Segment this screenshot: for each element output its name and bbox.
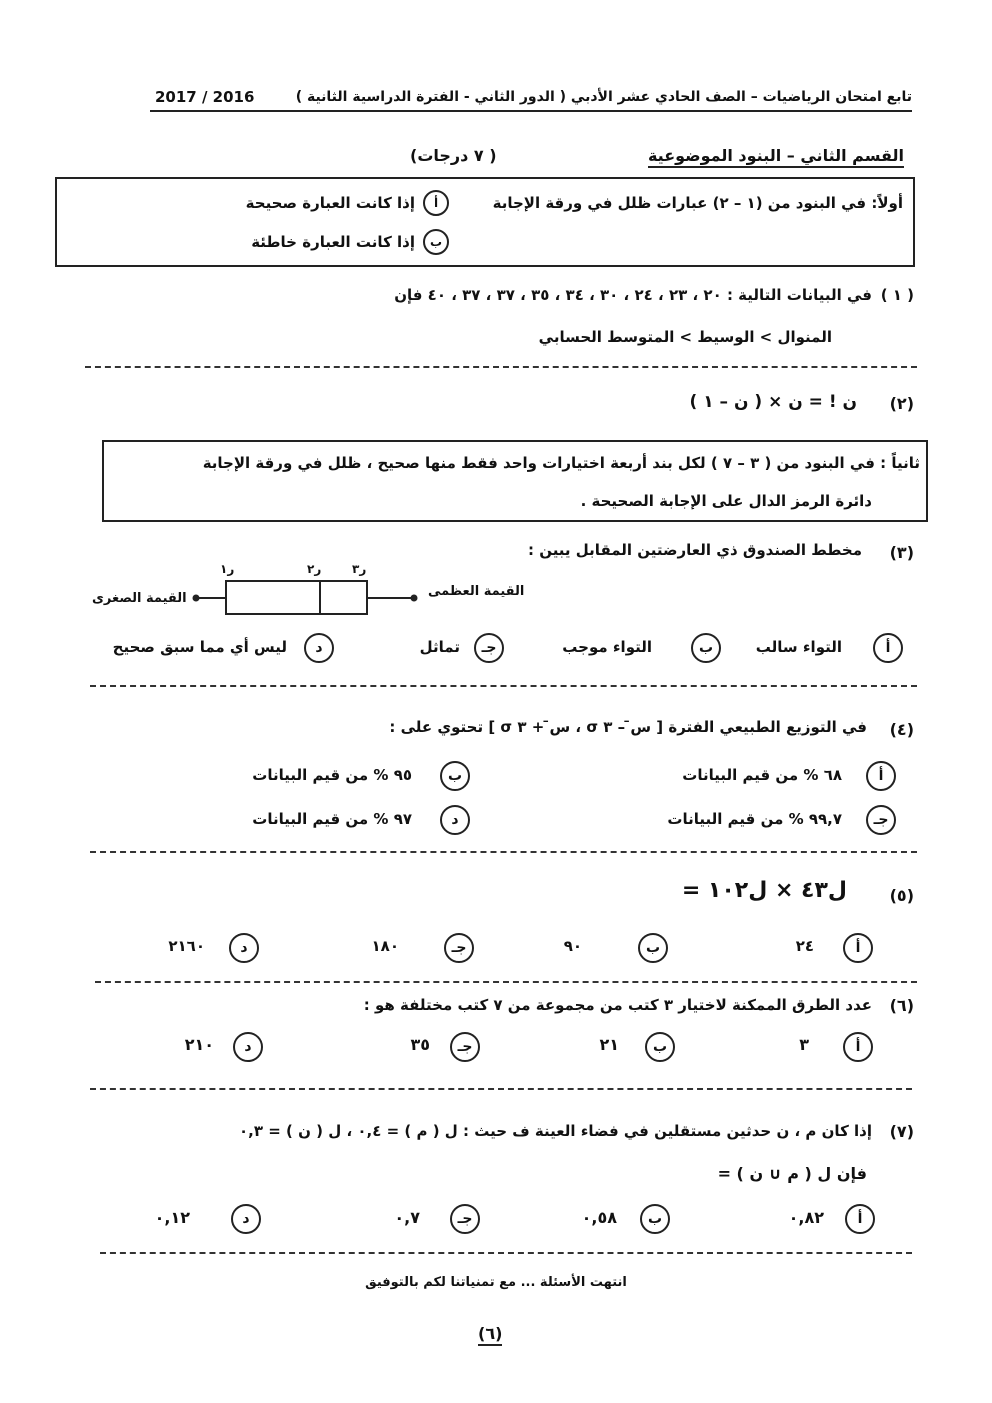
- q3-option-d-text: ليس أي مما سبق صحيح: [112, 638, 287, 656]
- divider: [95, 981, 917, 983]
- q4-option-a-symbol[interactable]: أ: [866, 761, 896, 791]
- q5-option-b-symbol[interactable]: ب: [638, 933, 668, 963]
- q1-statement: المنوال > الوسيط > المتوسط الحسابي: [538, 328, 832, 346]
- q3-option-c-text: تماثل: [419, 638, 460, 656]
- q5-option-a-symbol[interactable]: أ: [843, 933, 873, 963]
- option-a-text: إذا كانت العبارة صحيحة: [245, 194, 415, 212]
- q5-number: (٥): [889, 886, 914, 905]
- q4-option-d-symbol[interactable]: د: [440, 805, 470, 835]
- part2-instruction-line1: ثانياً : في البنود من ( ٣ – ٧ ) لكل بند أربعة اختيارات واحد فقط منها صحيح ، ظلل في ورقة الإجابة: [202, 454, 920, 472]
- exam-header-year: 2017 / 2016: [155, 88, 255, 106]
- q7-option-c-text: ٠,٧: [394, 1208, 420, 1227]
- part1-instruction: أولاً: في البنود من (١ – ٢) عبارات ظلل في ورقة الإجابة: [492, 194, 903, 212]
- section-marks: ( ٧ درجات): [410, 146, 497, 165]
- divider: [85, 366, 917, 368]
- q6-option-d-text: ٢١٠: [184, 1035, 214, 1054]
- q3-label: ر٣: [352, 562, 367, 576]
- q7-option-a-text: ٠,٨٢: [788, 1208, 824, 1227]
- q3-option-b-text: التواء موجب: [562, 638, 652, 656]
- q5-option-d-text: ٢١٦٠: [168, 937, 205, 955]
- q5-option-d-symbol[interactable]: د: [229, 933, 259, 963]
- q1-number: ( ١ ): [880, 286, 914, 304]
- q3-option-a-symbol[interactable]: أ: [873, 633, 903, 663]
- q2-number: (٢): [889, 394, 914, 413]
- option-a-symbol: أ: [423, 190, 449, 216]
- q3-number: (٣): [889, 543, 914, 562]
- part2-instruction-line2: دائرة الرمز الدال على الإجابة الصحيحة .: [580, 492, 872, 510]
- section-title: القسم الثاني – البنود الموضوعية: [648, 148, 904, 168]
- q6-option-a-text: ٣: [799, 1035, 809, 1054]
- q7-line2: فإن ل ( م ∪ ن ) =: [717, 1164, 867, 1183]
- q4-option-c-text: ٩٩,٧ % من قيم البيانات: [667, 810, 842, 828]
- option-b-symbol: ب: [423, 229, 449, 255]
- part2-instruction-box: [102, 440, 928, 522]
- page-number: (٦): [478, 1326, 502, 1346]
- q4-text: في التوزيع الطبيعي الفترة [ س̄ – ٣ σ ، س̄ + ٣ σ ] تحتوي على :: [389, 718, 867, 736]
- q2-expression: ن ! = ن × ( ن – ١ ): [689, 392, 857, 412]
- divider: [100, 1252, 912, 1254]
- q6-option-c-symbol[interactable]: جـ: [450, 1032, 480, 1062]
- q3-text: مخطط الصندوق ذي العارضتين المقابل يبين :: [527, 541, 862, 559]
- q3-option-a-text: التواء سالب: [755, 638, 842, 656]
- q7-option-b-symbol[interactable]: ب: [640, 1204, 670, 1234]
- box-body: [226, 581, 367, 614]
- closing-note: انتهت الأسئلة ... مع تمنياتنا لكم بالتوفيق: [365, 1275, 627, 1290]
- q5-option-c-text: ١٨٠: [371, 937, 399, 955]
- q6-option-d-symbol[interactable]: د: [233, 1032, 263, 1062]
- q6-option-b-symbol[interactable]: ب: [645, 1032, 675, 1062]
- q7-text: إذا كان م ، ن حدثين مستقلين في فضاء العينة ف حيث : ل ( م ) = ٠,٤ ، ل ( ن ) = ٠,٣: [239, 1122, 872, 1140]
- q5-expression: ل٤٣ × ل١٠٢ =: [681, 878, 847, 903]
- exam-header-title: تابع امتحان الرياضيات – الصف الحادي عشر الأدبي ( الدور الثاني - الفترة الدراسية الثانية ): [295, 89, 912, 105]
- q7-number: (٧): [889, 1122, 914, 1141]
- q7-option-b-text: ٠,٥٨: [581, 1208, 617, 1227]
- q2-label: ر٢: [307, 562, 322, 576]
- max-value-label: القيمة العظمى: [428, 584, 525, 599]
- q3-option-d-symbol[interactable]: د: [304, 633, 334, 663]
- option-b-text: إذا كانت العبارة خاطئة: [251, 233, 415, 251]
- q3-option-b-symbol[interactable]: ب: [691, 633, 721, 663]
- q6-option-a-symbol[interactable]: أ: [843, 1032, 873, 1062]
- part1-instruction-box: [55, 177, 915, 267]
- q6-option-b-text: ٢١: [599, 1035, 619, 1054]
- q1-label: ر١: [220, 562, 235, 576]
- q4-option-b-symbol[interactable]: ب: [440, 761, 470, 791]
- divider: [90, 1088, 912, 1090]
- min-value-label: القيمة الصغرى: [92, 591, 187, 606]
- q4-number: (٤): [889, 720, 914, 739]
- q7-option-a-symbol[interactable]: أ: [845, 1204, 875, 1234]
- q6-text: عدد الطرق الممكنة لاختيار ٣ كتب من مجموعة من ٧ كتب مختلفة هو :: [363, 996, 872, 1014]
- q7-option-d-text: ٠,١٢: [154, 1208, 190, 1227]
- header-underline: [150, 110, 912, 112]
- q6-number: (٦): [889, 996, 914, 1015]
- q7-option-c-symbol[interactable]: جـ: [450, 1204, 480, 1234]
- q4-option-b-text: ٩٥ % من قيم البيانات: [252, 766, 412, 784]
- q6-option-c-text: ٣٥: [410, 1035, 430, 1054]
- q1-text: في البيانات التالية : ٢٠ ، ٢٣ ، ٢٤ ، ٣٠ ، ٣٤ ، ٣٥ ، ٣٧ ، ٣٧ ، ٤٠ فإن: [394, 286, 872, 304]
- q5-option-a-text: ٢٤: [795, 937, 814, 955]
- q3-option-c-symbol[interactable]: جـ: [474, 633, 504, 663]
- q5-option-b-text: ٩٠: [563, 937, 582, 955]
- q5-option-c-symbol[interactable]: جـ: [444, 933, 474, 963]
- divider: [90, 851, 917, 853]
- q4-option-a-text: ٦٨ % من قيم البيانات: [682, 766, 842, 784]
- q7-option-d-symbol[interactable]: د: [231, 1204, 261, 1234]
- q4-option-c-symbol[interactable]: جـ: [866, 805, 896, 835]
- max-point: [411, 595, 418, 602]
- divider: [90, 685, 917, 687]
- min-point: [193, 595, 200, 602]
- q4-option-d-text: ٩٧ % من قيم البيانات: [252, 810, 412, 828]
